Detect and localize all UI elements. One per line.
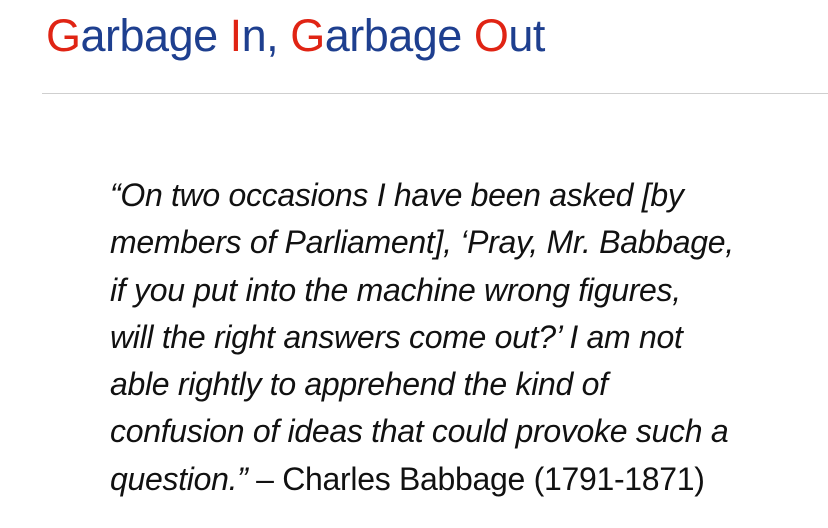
title-word-in: In, xyxy=(229,10,291,61)
slide-title xyxy=(46,8,545,64)
quote-line: will the right answers come out?’ I am not xyxy=(110,318,683,355)
quote-line: members of Parliament], ‘Pray, Mr. Babbage, xyxy=(110,224,734,261)
quote-attribution: – Charles Babbage (1791-1871) xyxy=(247,460,705,497)
title-word-garbage-2: Garbage xyxy=(290,10,474,61)
babbage-quote xyxy=(110,172,822,503)
quote-line: “On two occasions I have been asked [by xyxy=(110,177,684,213)
quote-line-end: question.” xyxy=(110,460,248,497)
quote-last-line xyxy=(110,456,822,503)
title-divider xyxy=(42,93,828,94)
title-word-out: Out xyxy=(473,10,545,61)
quote-line: confusion of ideas that could provoke such a xyxy=(110,413,729,450)
title-word-garbage-1: Garbage xyxy=(46,10,230,61)
quote-line: if you put into the machine wrong figures, xyxy=(110,271,681,308)
quote-line: able rightly to apprehend the kind of xyxy=(110,366,608,403)
